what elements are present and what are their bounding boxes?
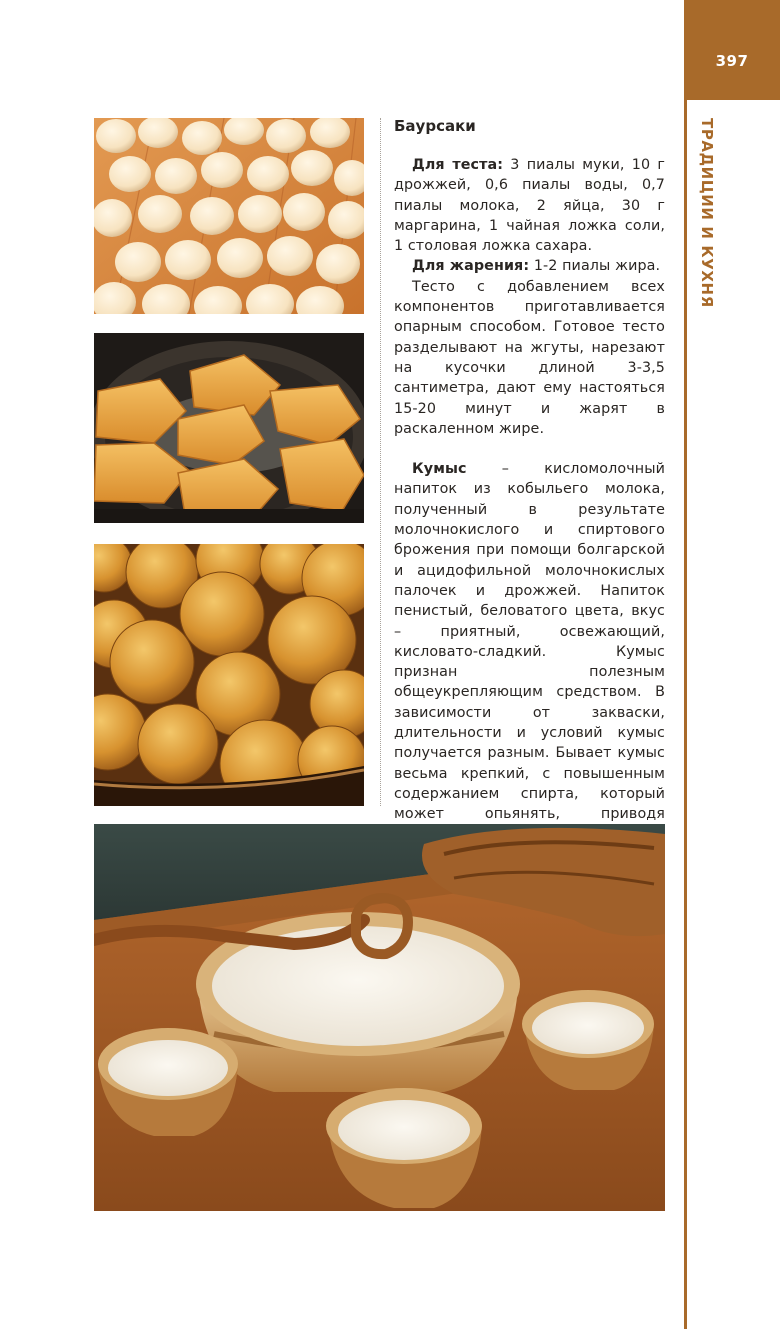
kumys-text: – кисломолочный напиток из кобыльего молока, полученный в результате молочнокислого и спиртового брожения при помощи болгарской и ацидофильной молочнокислых палочек и дрожжей. Напиток пенистый, беловатого цвета, вкус – приятный, освежающий, кисловато-сладкий. Кумыс признан полезным общеукрепляющим средством. В зависимости от закваски, длительности и условий кумыс получается разным. Бывает кумыс весьма крепкий, с повышенным содержанием спирта, который может опьянять, приводя	[394, 461, 665, 823]
photo-kumys	[94, 824, 665, 1211]
side-rule	[684, 100, 687, 1329]
method-paragraph: Тесто с добавлением всех компонентов приготавливается опарным способом. Готовое тесто разделывают на жгуты, нарезают на кусочки длиной 3-3,5 сантиметра, дают ему настояться 15-20 минут и жарят в раскаленном жире.	[394, 278, 665, 437]
page-number: 397	[715, 52, 749, 70]
kumys-label: Кумыс	[412, 461, 467, 478]
photo-frying	[94, 333, 364, 523]
section-tab	[684, 0, 780, 100]
article-title: Баурсаки	[394, 117, 476, 135]
photo-baursaki	[94, 544, 364, 806]
dough-text: 3 пиалы муки, 10 г дрожжей, 0,6 пиалы воды, 0,7 пиалы молока, 2 яйца, 30 г маргарина, 1 чайная ложка соли, 1 столовая ложка сахара.	[394, 157, 665, 255]
frying-text: 1-2 пиалы жира.	[529, 258, 661, 275]
dough-paragraph	[394, 155, 665, 256]
frying-paragraph	[394, 256, 665, 276]
kumys-paragraph	[394, 459, 665, 865]
column-divider	[380, 118, 381, 806]
photo-dough-balls	[94, 118, 364, 314]
article-column	[394, 115, 665, 865]
frying-label: Для жарения:	[412, 258, 530, 275]
dough-label: Для теста:	[412, 157, 504, 173]
section-label: ТРАДИЦИИ И КУХНЯ	[698, 118, 716, 308]
